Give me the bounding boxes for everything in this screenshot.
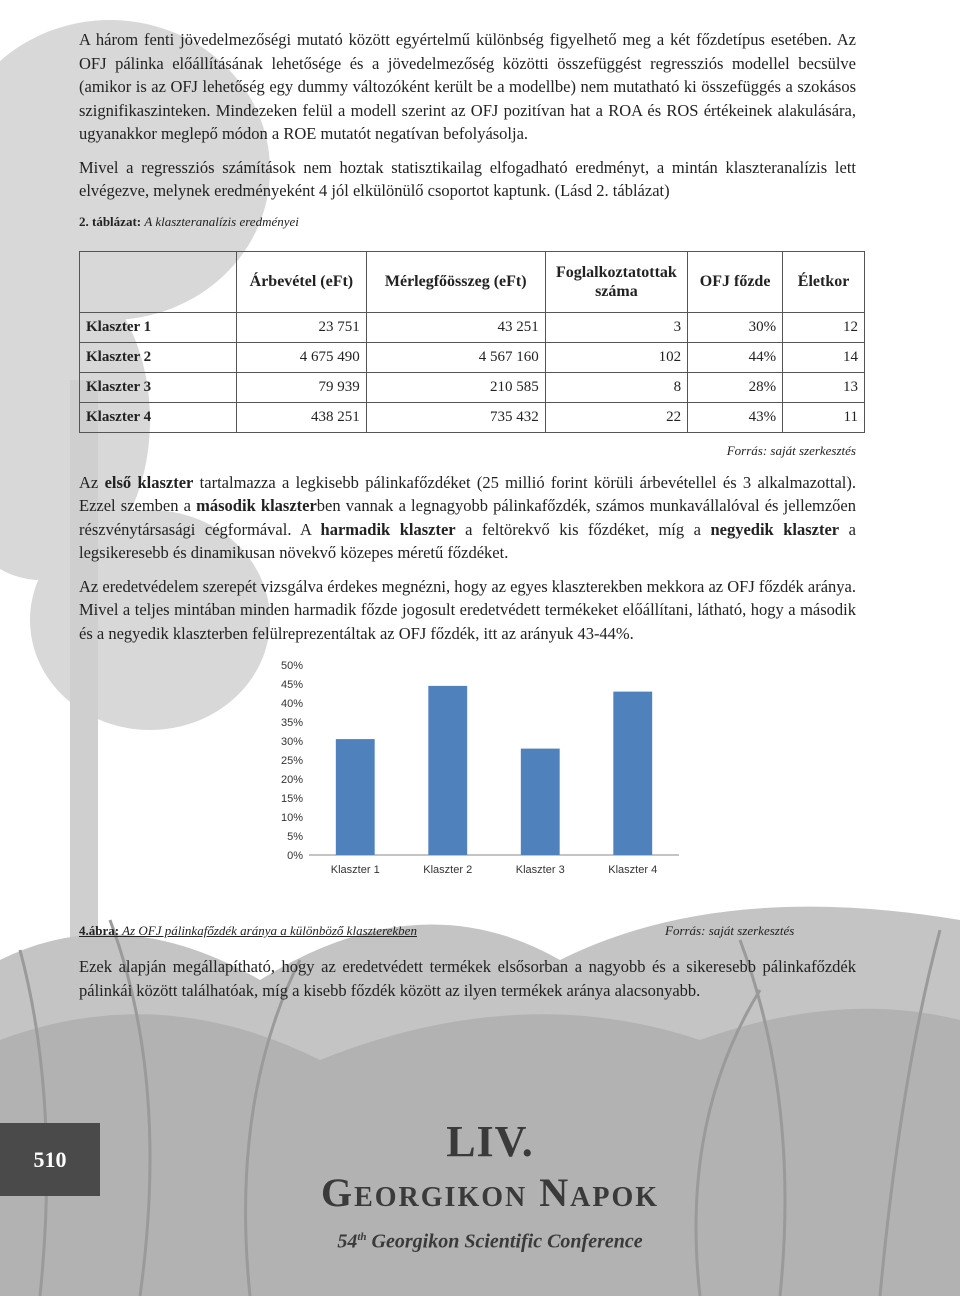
cluster-keyword: harmadik klaszter — [320, 519, 456, 539]
table-cell: 14 — [783, 342, 865, 372]
table-cell: 79 939 — [237, 372, 367, 402]
y-tick-label: 20% — [280, 774, 303, 786]
page-content — [79, 28, 856, 1012]
table-caption-text: A klaszteranalízis eredményei — [144, 213, 299, 229]
chart-bar — [428, 686, 467, 855]
y-tick-label: 10% — [280, 812, 303, 824]
conference-subtitle-text: Georgikon Scientific Conference — [371, 1230, 643, 1253]
paragraph-4: Az eredetvédelem szerepét vizsgálva érdekes megnézni, hogy az egyes klaszterekben mekkora az OFJ főzdék aránya. Mivel a teljes mintában minden harmadik főzde jogosult eredetvédett termékeket előállítani, látható, hogy a második és a negyedik klaszterben felülreprezentáltak az OFJ főzdék, itt az arányuk 43-44%. — [79, 576, 856, 643]
table-cell: Klaszter 2 — [80, 342, 237, 372]
y-tick-label: 35% — [280, 717, 303, 729]
cluster-keyword: negyedik klaszter — [710, 519, 840, 539]
page-number: 510 — [0, 1123, 100, 1196]
cluster-table — [79, 251, 865, 433]
paragraph-1: A három fenti jövedelmezőségi mutató között egyértelmű különbség figyelhető meg a két főzdetípus esetében. Az OFJ pálinka előállításának lehetősége és a jövedelmezőség közötti összefüggést regressziós modellel becsülve (amikor is az OFJ lehetőség egy dummy változóként került be a modellbe) nem mutatható ki összefüggés a szokásos szignifikaszinteken. Mindezeken felül a modell szerint az OFJ pozitívan hat a ROA és ROS értékeinek alakulására, ugyanakkor meglepő módon a ROE mutatót negatívan befolyásolja. — [79, 30, 856, 143]
paragraph-3-text: tartalmazza a legkisebb pálinkafőzdéket (25 millió forint körüli árbevétellel és 3 alkalmazottal). Ezzel szemben a — [79, 472, 856, 515]
paragraph-2: Mivel a regressziós számítások nem hoztak statisztikailag elfogadható eredményt, a mintán klaszteranalízis lett elvégezve, melynek eredményeként 4 jól elkülönülő csoportot kaptunk. (Lásd 2. táblázat) — [79, 157, 856, 200]
table-row — [80, 312, 865, 342]
table-cell: 4 567 160 — [366, 342, 545, 372]
table-cell: 210 585 — [366, 372, 545, 402]
figure-caption-text: Az OFJ pálinkafőzdék aránya a különböző klaszterekben — [122, 923, 417, 938]
table-caption — [79, 213, 856, 231]
paragraph-3-text: ben vannak a legnagyobb pálinkafőzdék, számos munkavállalóval és jellemzően részvénytársasági cégformával. A — [79, 496, 857, 539]
table-row — [80, 342, 865, 372]
chart-bar — [336, 739, 375, 855]
table-header-cell: Árbevétel (eFt) — [237, 251, 367, 312]
paragraph-3-text: Az — [79, 472, 105, 492]
x-tick-label: Klaszter 2 — [423, 864, 473, 876]
bar-chart-container — [79, 655, 856, 915]
y-tick-label: 15% — [280, 793, 303, 805]
figure-caption-number: 4.ábra: — [79, 923, 120, 938]
table-cell: 438 251 — [237, 402, 367, 432]
table-cell: Klaszter 3 — [80, 372, 237, 402]
table-cell: 102 — [545, 342, 687, 372]
table-source: Forrás: saját szerkesztés — [726, 442, 856, 458]
figure-caption — [79, 923, 856, 945]
y-tick-label: 25% — [280, 755, 303, 767]
bar-chart — [79, 655, 856, 915]
table-cell: Klaszter 1 — [80, 312, 237, 342]
table-cell: 12 — [783, 312, 865, 342]
table-header-row — [80, 251, 865, 312]
table-cell: 28% — [688, 372, 783, 402]
table-cell: 4 675 490 — [237, 342, 367, 372]
table-header-cell: Mérlegfőösszeg (eFt) — [366, 251, 545, 312]
table-header-cell — [80, 251, 237, 312]
table-cell: Klaszter 4 — [80, 402, 237, 432]
conference-subtitle — [260, 1224, 720, 1255]
conference-logo — [260, 1118, 720, 1255]
y-tick-label: 30% — [280, 736, 303, 748]
table-cell: 43 251 — [366, 312, 545, 342]
y-tick-label: 50% — [280, 660, 303, 672]
table-header-cell: Életkor — [783, 251, 865, 312]
chart-bar — [613, 692, 652, 855]
paragraph-5: Ezek alapján megállapítható, hogy az eredetvédett termékek elsősorban a nagyobb és a sikeresebb pálinkafőzdék pálinkái között találhatóak, míg a kisebb főzdék között az ilyen termékek aránya alacsonyabb. — [79, 957, 856, 1000]
x-tick-label: Klaszter 4 — [608, 864, 658, 876]
cluster-keyword: első klaszter — [104, 472, 194, 492]
table-header-cell: OFJ főzde — [688, 251, 783, 312]
x-tick-label: Klaszter 1 — [330, 864, 380, 876]
y-tick-label: 0% — [287, 850, 303, 862]
paragraph-3 — [79, 471, 856, 565]
conference-roman-numeral: LIV. — [446, 1117, 534, 1166]
conference-name: Georgikon Napok — [320, 1170, 659, 1215]
y-tick-label: 45% — [280, 679, 303, 691]
table-cell: 22 — [545, 402, 687, 432]
chart-bar — [521, 749, 560, 855]
table-header-cell: Foglalkoztatottak száma — [545, 251, 687, 312]
table-cell: 3 — [545, 312, 687, 342]
table-cell: 11 — [783, 402, 865, 432]
table-row — [80, 372, 865, 402]
y-tick-label: 40% — [280, 698, 303, 710]
table-cell: 13 — [783, 372, 865, 402]
cluster-keyword: második klaszter — [196, 496, 317, 515]
table-caption-number: 2. táblázat: — [79, 213, 142, 229]
conference-edition: 54 — [337, 1230, 358, 1253]
paragraph-3-text: a legsikeresebb és dinamikusan növekvő közepes méretű főzdéket. — [79, 519, 856, 562]
table-cell: 23 751 — [237, 312, 367, 342]
figure-source: Forrás: saját szerkesztés — [665, 923, 795, 938]
table-cell: 44% — [688, 342, 783, 372]
table-cell: 30% — [688, 312, 783, 342]
table-cell: 8 — [545, 372, 687, 402]
figure-caption-label — [79, 923, 417, 939]
x-tick-label: Klaszter 3 — [515, 864, 565, 876]
table-cell: 43% — [688, 402, 783, 432]
paragraph-3-text: a feltörekvő kis főzdéket, míg a — [455, 519, 711, 539]
table-cell: 735 432 — [366, 402, 545, 432]
table-row — [80, 402, 865, 432]
y-tick-label: 5% — [287, 831, 303, 843]
conference-edition-suffix: th — [357, 1231, 367, 1243]
